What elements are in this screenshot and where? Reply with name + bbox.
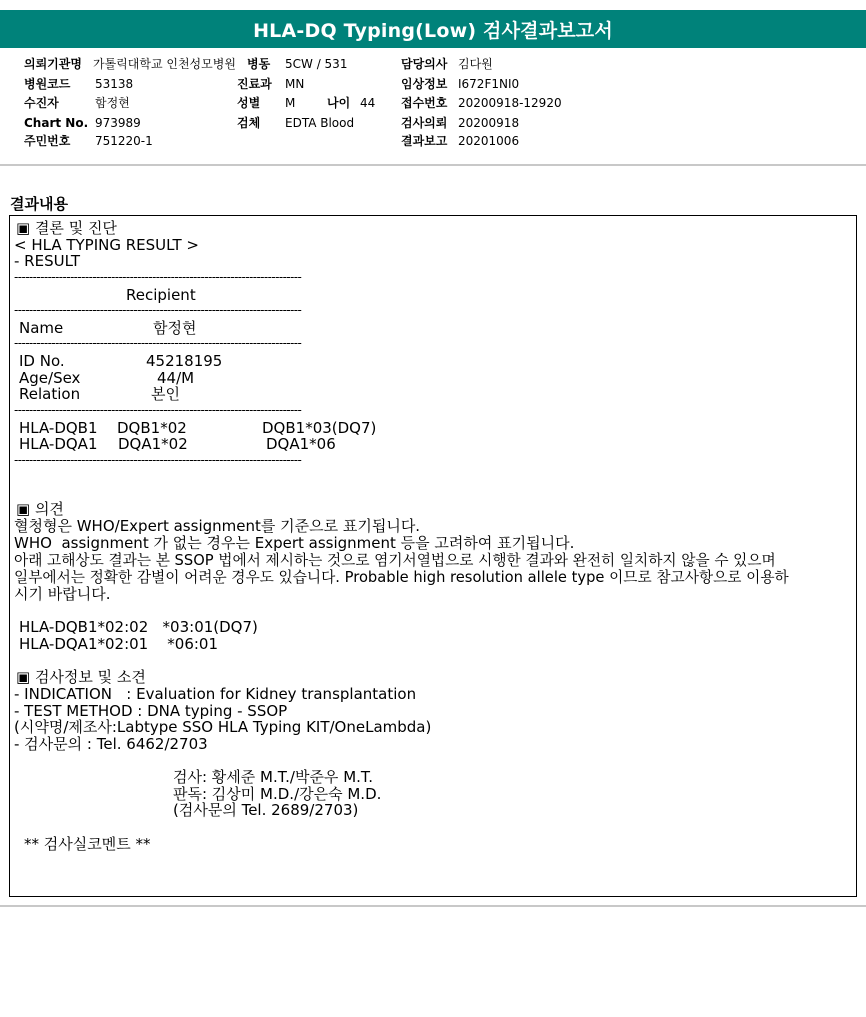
dqb1-label: HLA-DQB1: [19, 419, 98, 437]
value-chart-no: 973989: [95, 116, 141, 130]
label-department: 진료과: [237, 77, 272, 91]
id-value: 45218195: [146, 352, 223, 370]
conclusion-heading: ▣ 결론 및 진단: [16, 219, 117, 237]
value-report-date: 20201006: [458, 134, 520, 148]
opinion-line: WHO assignment 가 없는 경우는 Expert assignment 등을 고려하여 표기됩니다.: [14, 534, 575, 552]
dqb1-allele-1: DQB1*02: [117, 419, 187, 437]
label-hospital-code: 병원코드: [24, 77, 71, 91]
value-accession-no: 20200918-12920: [458, 96, 562, 110]
result-heading: - RESULT: [14, 252, 81, 270]
divider-line: -----------------------------------------------------------------------------: [14, 304, 302, 316]
opinion-line: 아래 고해상도 결과는 본 SSOP 법에서 제시하는 것으로 염기서열법으로 시행한 결과와 완전히 일치하지 않을 수 있으며: [14, 552, 776, 569]
section-title: 결과내용: [10, 195, 68, 213]
label-specimen: 검체: [237, 116, 261, 130]
value-institution: 가톨릭대학교 인천성모병원: [93, 57, 236, 71]
indication-line: - INDICATION : Evaluation for Kidney transplantation: [14, 685, 417, 703]
opinion-line: 일부에서는 정확한 감별이 어려운 경우도 있습니다. Probable high resolution allele type 이므로 참고사항으로 이용하: [14, 569, 789, 586]
examiner-line: 검사: 황세준 M.T./박준우 M.T.: [173, 768, 374, 786]
opinion-heading: ▣ 의견: [16, 500, 64, 518]
label-accession-no: 접수번호: [401, 96, 448, 110]
dqa1-label: HLA-DQA1: [19, 435, 98, 453]
lab-comment-heading: ** 검사실코멘트 **: [24, 835, 151, 853]
label-clinical-info: 임상정보: [401, 77, 448, 91]
label-institution: 의뢰기관명: [24, 57, 82, 71]
label-patient: 수진자: [24, 96, 59, 110]
label-ward: 병동: [247, 57, 271, 71]
divider-line: -----------------------------------------------------------------------------: [14, 271, 302, 283]
label-chart-no: Chart No.: [24, 116, 89, 130]
label-request-date: 검사의뢰: [401, 116, 448, 130]
value-patient: 함정현: [95, 96, 130, 110]
divider-line: -----------------------------------------------------------------------------: [14, 337, 302, 349]
value-sex: M: [285, 96, 296, 110]
typing-result-heading: < HLA TYPING RESULT >: [14, 236, 199, 254]
value-specimen: EDTA Blood: [285, 116, 355, 130]
label-age: 나이: [327, 96, 351, 110]
high-res-dqb1: HLA-DQB1*02:02 *03:01(DQ7): [19, 618, 258, 636]
opinion-line: 시기 바랍니다.: [14, 585, 111, 603]
value-age: 44: [360, 96, 376, 110]
value-department: MN: [285, 77, 305, 91]
age-sex-label: Age/Sex: [19, 369, 81, 387]
label-report-date: 결과보고: [401, 134, 448, 148]
dqa1-allele-1: DQA1*02: [118, 435, 188, 453]
value-resident-no: 751220-1: [95, 134, 153, 148]
name-value: 함정현: [153, 319, 197, 337]
value-clinical-info: I672F1NI0: [458, 77, 520, 91]
reader-line: 판독: 김상미 M.D./강은숙 M.D.: [173, 785, 382, 803]
label-sex: 성별: [237, 96, 261, 110]
inquiry-phone-line: (검사문의 Tel. 2689/2703): [173, 801, 359, 819]
relation-value: 본인: [151, 385, 180, 403]
footer-divider: [0, 905, 866, 907]
recipient-label: Recipient: [126, 286, 196, 304]
value-request-date: 20200918: [458, 116, 520, 130]
name-label: Name: [19, 319, 64, 337]
relation-label: Relation: [19, 385, 81, 403]
id-label: ID No.: [19, 352, 65, 370]
header-divider: [0, 164, 866, 166]
age-sex-value: 44/M: [157, 369, 195, 387]
high-res-dqa1: HLA-DQA1*02:01 *06:01: [19, 635, 219, 653]
dqb1-allele-2: DQB1*03(DQ7): [262, 419, 377, 437]
label-doctor: 담당의사: [401, 57, 448, 71]
dqa1-allele-2: DQA1*06: [266, 435, 336, 453]
divider-line: -----------------------------------------------------------------------------: [14, 404, 302, 416]
value-hospital-code: 53138: [95, 77, 134, 91]
value-doctor: 김다원: [458, 57, 493, 71]
inquiry-line: - 검사문의 : Tel. 6462/2703: [14, 735, 208, 753]
label-resident-no: 주민번호: [24, 134, 71, 148]
report-title: HLA-DQ Typing(Low) 검사결과보고서: [0, 10, 866, 48]
reagent-line: (시약명/제조사:Labtype SSO HLA Typing KIT/OneLambda): [14, 718, 432, 736]
value-ward: 5CW / 531: [285, 57, 348, 71]
test-method-line: - TEST METHOD : DNA typing - SSOP: [14, 702, 288, 720]
divider-line: -----------------------------------------------------------------------------: [14, 454, 302, 466]
test-info-heading: ▣ 검사정보 및 소견: [16, 668, 146, 686]
opinion-line: 혈청형은 WHO/Expert assignment를 기준으로 표기됩니다.: [14, 517, 421, 535]
